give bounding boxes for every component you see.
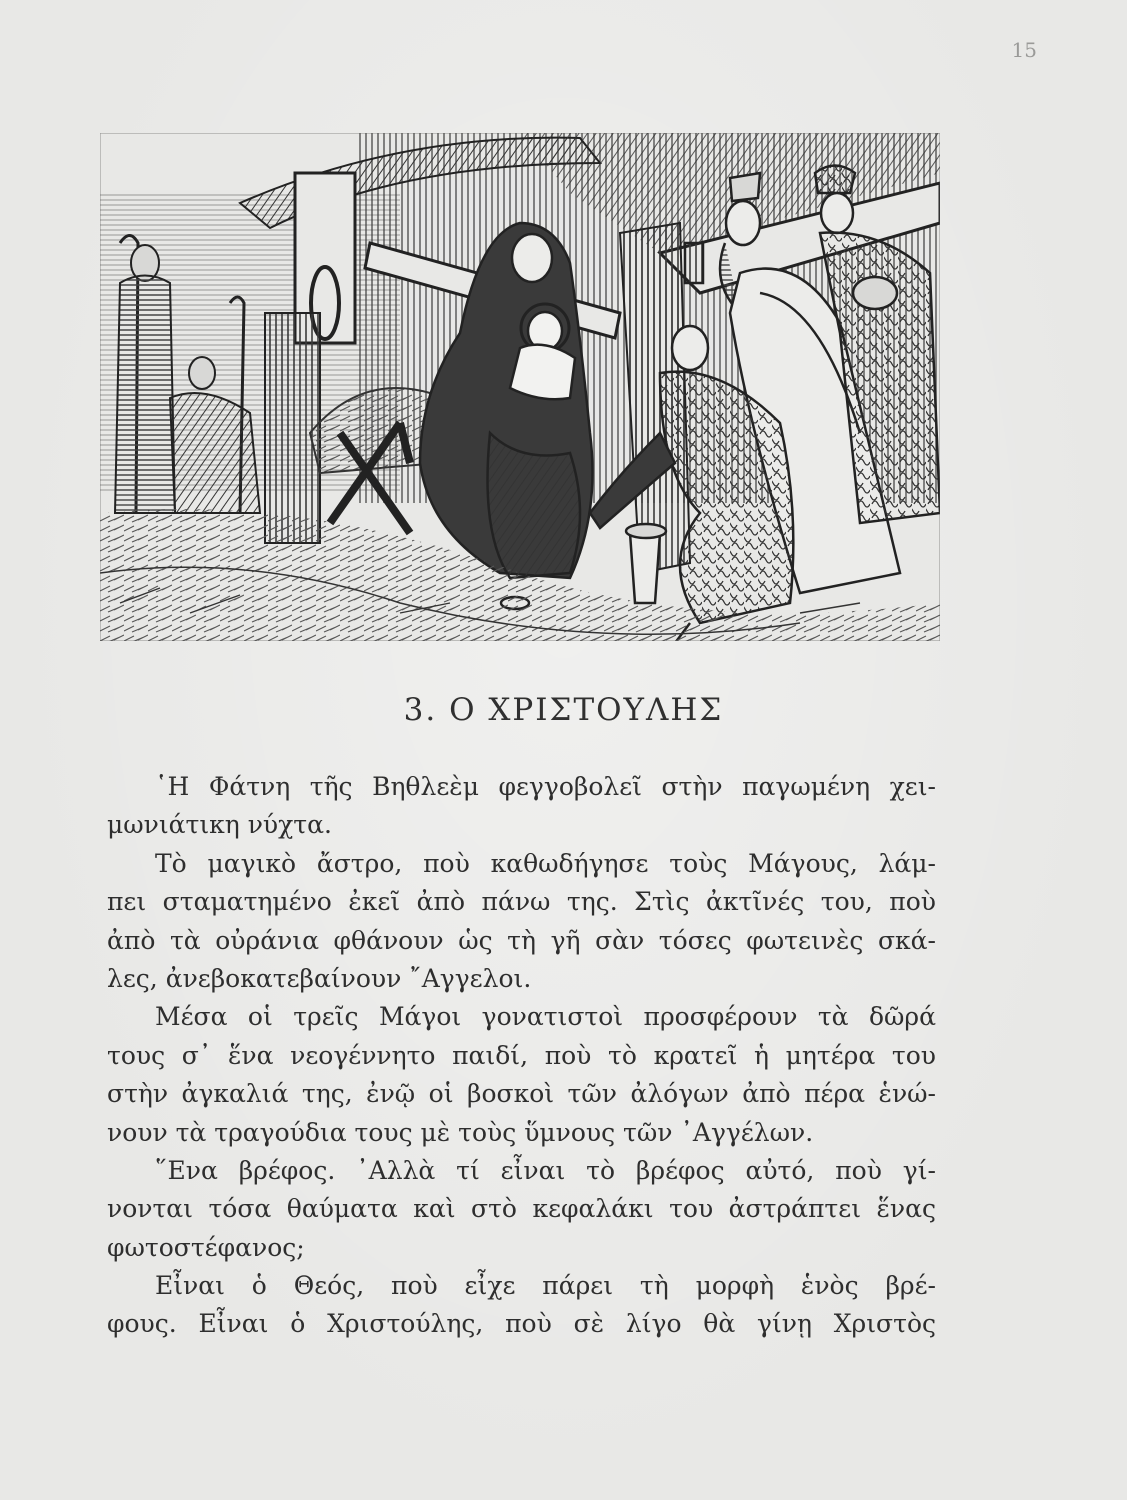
nativity-scene-engraving-icon bbox=[100, 133, 940, 641]
text-line: νουν τὰ τραγούδια τους μὲ τοὺς ὕμνους τῶν ᾿Αγγέλων. bbox=[107, 1117, 814, 1147]
text-line: φους. Εἶναι ὁ Χριστούλης, ποὺ σὲ λίγο θὰ γίνῃ Χριστὸς bbox=[107, 1309, 936, 1339]
chapter-body bbox=[107, 768, 936, 1344]
text-line: ῾Η Φάτνη τῆς Βηθλεὲμ φεγγοβολεῖ στὴν παγωμένη χει- bbox=[155, 772, 936, 801]
nativity-illustration bbox=[100, 133, 940, 641]
paragraph bbox=[107, 1152, 936, 1267]
text-line: λες, ἀνεβοκατεβαίνουν ῎Αγγελοι. bbox=[107, 963, 532, 993]
paragraph bbox=[107, 1267, 936, 1344]
paragraph bbox=[107, 998, 936, 1152]
text-line: φωτοστέφανος; bbox=[107, 1232, 305, 1262]
paragraph bbox=[107, 845, 936, 999]
paragraph bbox=[107, 768, 936, 845]
text-line: πει σταματημένο ἐκεῖ ἀπὸ πάνω της. Στὶς ἀκτῖνές του, ποὺ bbox=[107, 887, 936, 917]
chapter-title: 3. Ο ΧΡΙΣΤΟΥΛΗΣ bbox=[403, 692, 724, 728]
text-line: ῞Ενα βρέφος. ᾿Αλλὰ τί εἶναι τὸ βρέφος αὐτό, ποὺ γί- bbox=[155, 1155, 936, 1185]
text-line: Εἶναι ὁ Θεός, ποὺ εἶχε πάρει τὴ μορφὴ ἑνὸς βρέ- bbox=[155, 1271, 936, 1301]
text-line: Μέσα οἱ τρεῖς Μάγοι γονατιστοὶ προσφέρουν τὰ δῶρά bbox=[155, 1002, 936, 1032]
text-line: στὴν ἀγκαλιά της, ἐνῷ οἱ βοσκοὶ τῶν ἀλόγων ἀπὸ πέρα ἑνώ- bbox=[107, 1079, 936, 1109]
text-line: τους σ᾽ ἕνα νεογέννητο παιδί, ποὺ τὸ κρατεῖ ἡ μητέρα του bbox=[107, 1040, 936, 1070]
text-line: Τὸ μαγικὸ ἄστρο, ποὺ καθωδήγησε τοὺς Μάγους, λάμ- bbox=[155, 848, 936, 878]
page-number: 15 bbox=[1011, 38, 1037, 62]
text-line: ἀπὸ τὰ οὐράνια φθάνουν ὡς τὴ γῆ σὰν τόσες φωτεινὲς σκά- bbox=[107, 925, 936, 955]
text-line: μωνιάτικη νύχτα. bbox=[107, 810, 332, 840]
text-line: νονται τόσα θαύματα καὶ στὸ κεφαλάκι του ἀστράπτει ἕνας bbox=[107, 1194, 936, 1224]
